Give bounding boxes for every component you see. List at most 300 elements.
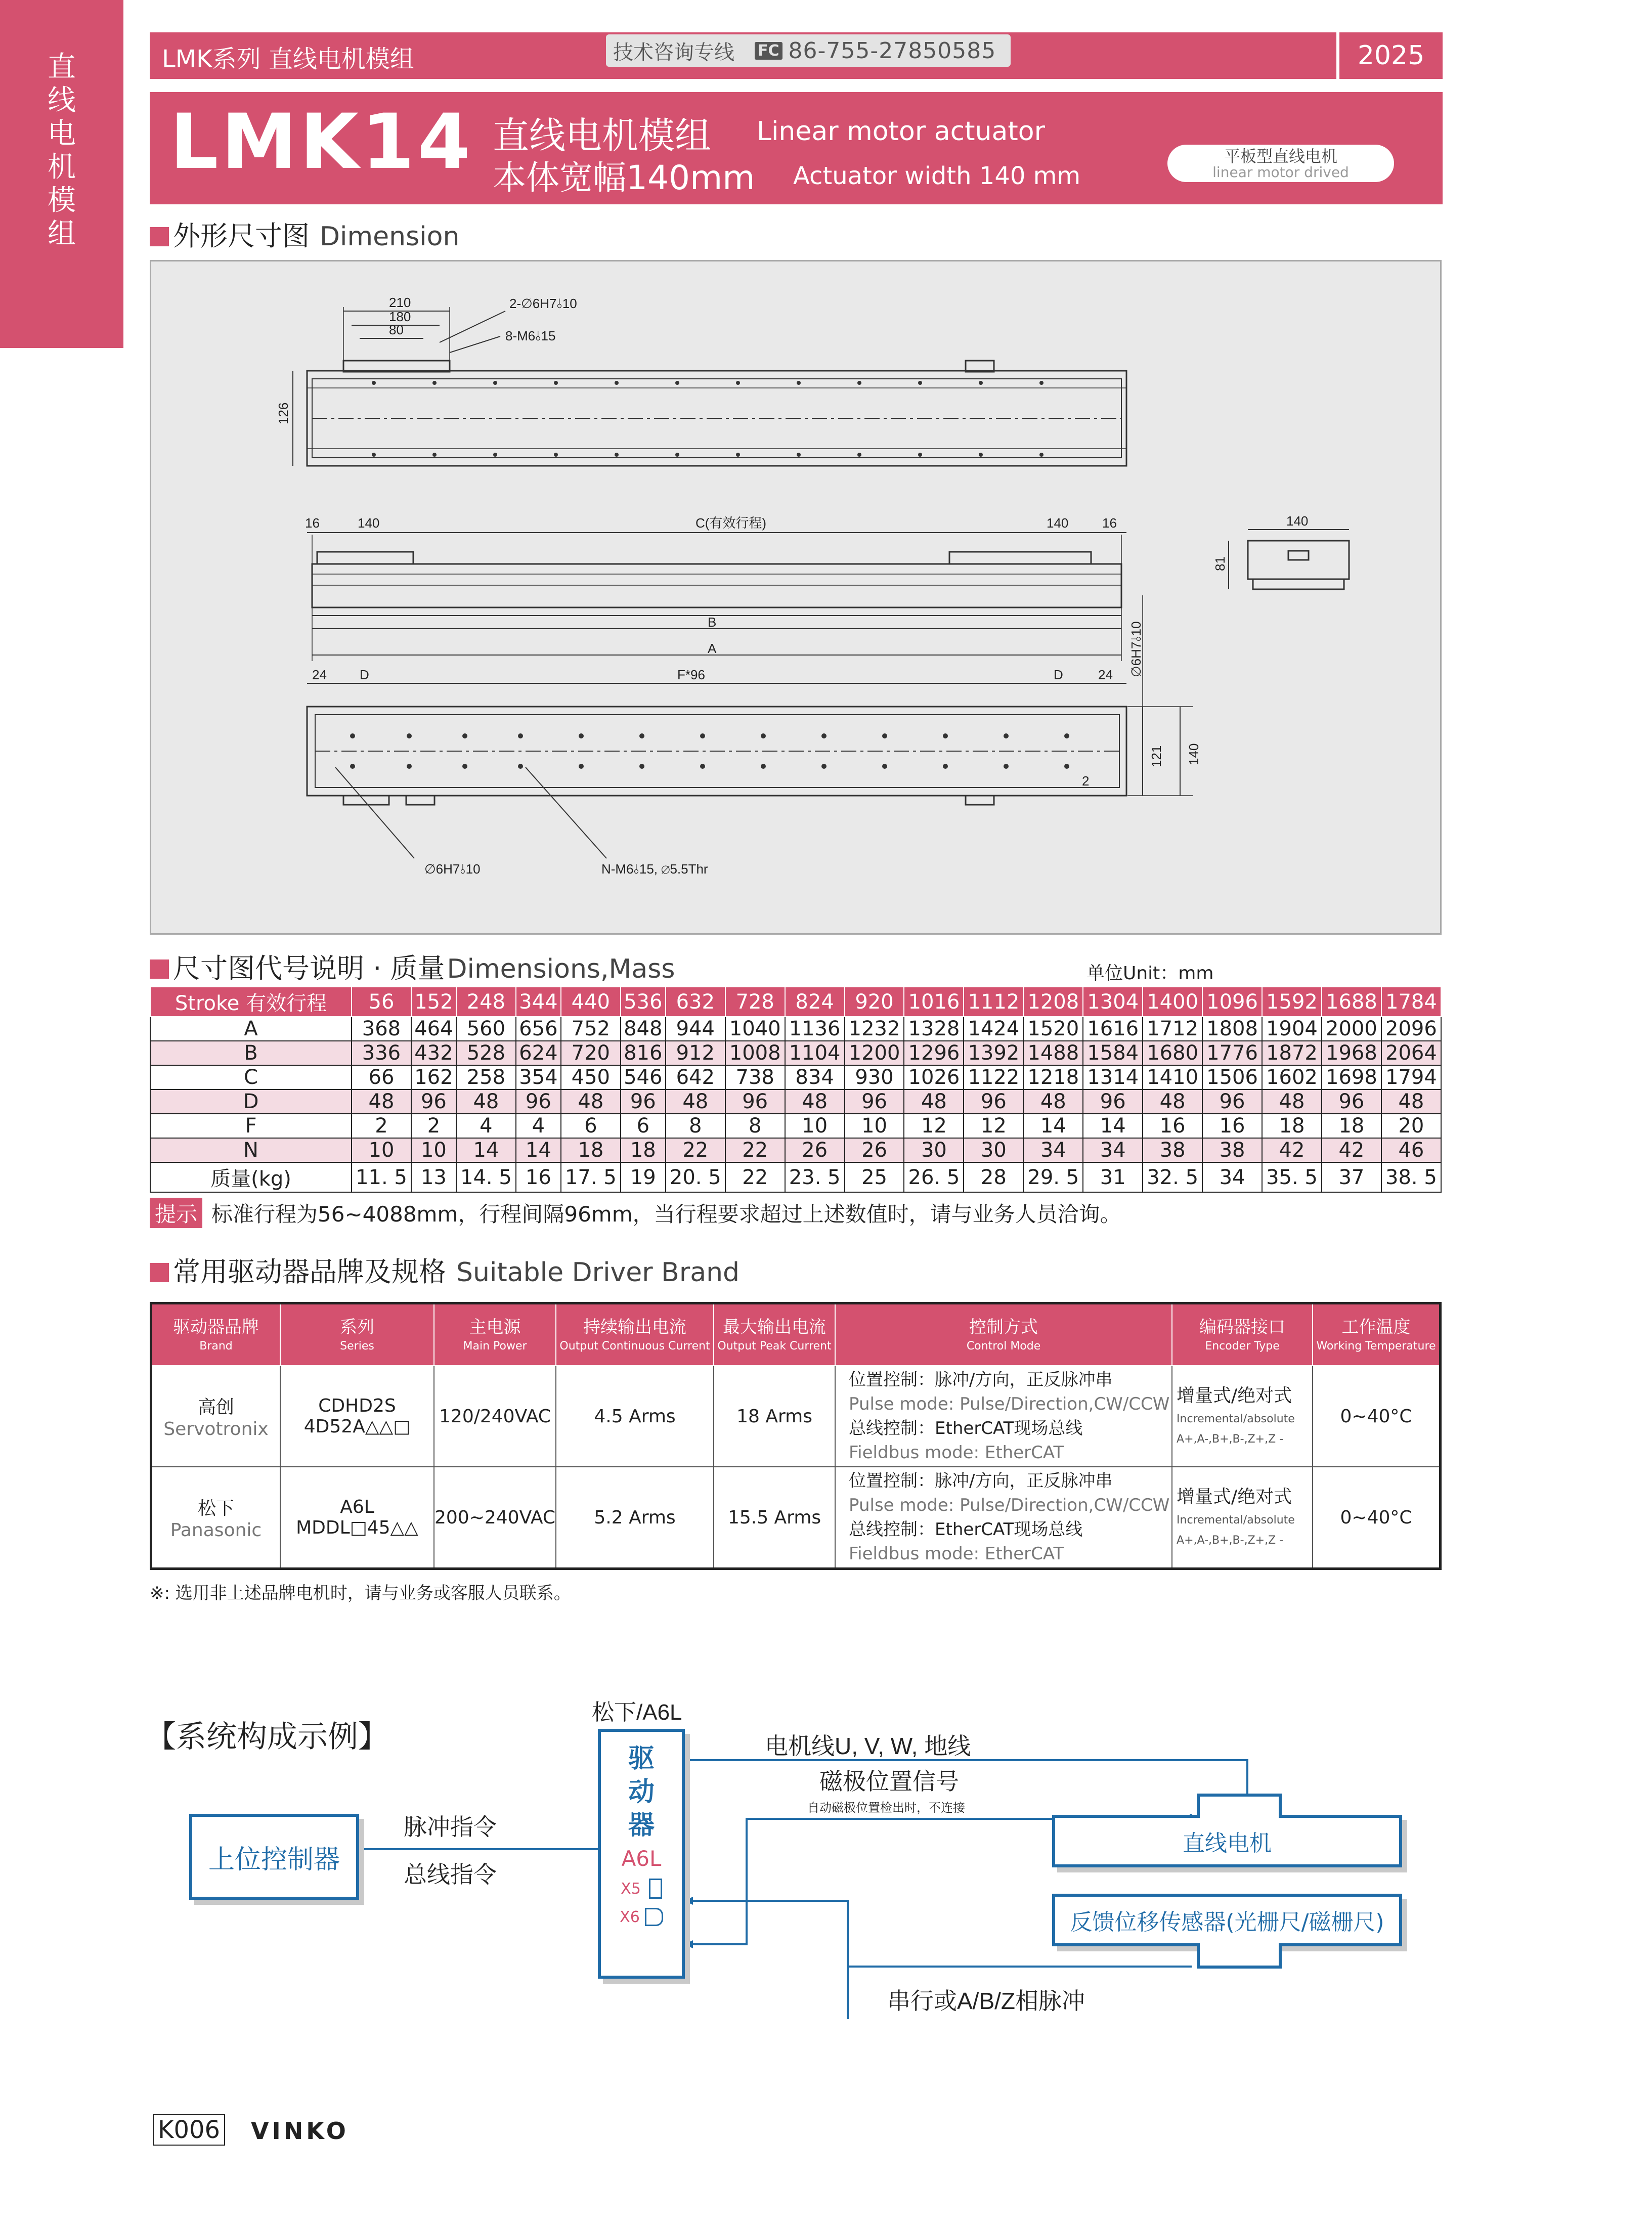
- dims-cell: 738: [725, 1065, 785, 1089]
- cont-current: 4.5 Arms: [556, 1366, 714, 1467]
- dims-cell: 720: [561, 1041, 621, 1065]
- dims-cell: 14: [456, 1138, 516, 1162]
- dim-16-right: 16: [1102, 515, 1117, 531]
- dims-cell: 22: [666, 1138, 725, 1162]
- driver-section-title: [150, 1250, 740, 1289]
- dim-c: C(有效行程): [695, 515, 767, 531]
- system-title: 【系统构成示例】: [146, 1719, 388, 1755]
- dims-cell: 26: [785, 1138, 845, 1162]
- dims-cell: 464: [411, 1017, 456, 1041]
- header-cont: 持续输出电流: [583, 1317, 687, 1337]
- dims-row: [150, 1138, 1441, 1162]
- dims-cell: 546: [621, 1065, 666, 1089]
- dims-cell: 25: [845, 1162, 904, 1192]
- dims-cell: 30: [904, 1138, 964, 1162]
- ctrl-line: 总线控制：EtherCAT现场总线: [849, 1519, 1083, 1540]
- dims-cell: 66: [352, 1065, 411, 1089]
- dims-cell: 432: [411, 1041, 456, 1065]
- header-series: 系列: [340, 1317, 374, 1337]
- feedback-sensor-box: 反馈位移传感器(光栅尺/磁栅尺): [1052, 1894, 1402, 1946]
- dims-cell: 17. 5: [561, 1162, 621, 1192]
- stroke-cell: 440: [561, 987, 621, 1017]
- driver-model: A6L: [621, 1846, 662, 1871]
- dims-cell: 528: [456, 1041, 516, 1065]
- dim-140-right: 140: [1047, 515, 1069, 531]
- contact-label: 技术咨询专线: [613, 40, 734, 64]
- enc-line: Incremental/absolute: [1177, 1413, 1295, 1425]
- dims-cell: 46: [1381, 1138, 1441, 1162]
- footer-brand: VINKO: [251, 2117, 349, 2145]
- driver-char: 动: [628, 1777, 655, 1807]
- tip-badge: 提示: [150, 1198, 202, 1228]
- dim-126: 126: [276, 402, 291, 424]
- header-cont-en: Output Continuous Current: [559, 1340, 710, 1353]
- side-tab-char: 模: [48, 184, 76, 217]
- linear-motor-box: 直线电机: [1052, 1815, 1402, 1867]
- dims-title-en: Dimensions,Mass: [447, 954, 675, 984]
- section-marker: [150, 1263, 169, 1282]
- dim-180: 180: [389, 309, 411, 324]
- dims-row: [150, 1065, 1441, 1089]
- motor-type-badge: [1167, 145, 1394, 182]
- dims-header-row: [150, 987, 1441, 1017]
- dims-cell: 22: [725, 1162, 785, 1192]
- driver-row: [151, 1366, 1441, 1467]
- dims-row-label: B: [150, 1041, 352, 1065]
- dims-cell: 642: [666, 1065, 725, 1089]
- dims-cell: 848: [621, 1017, 666, 1041]
- dims-cell: 2064: [1381, 1041, 1441, 1065]
- upper-controller: 上位控制器: [189, 1814, 359, 1900]
- x6-port: [620, 1908, 663, 1926]
- fax-icon: FC: [755, 42, 782, 60]
- header-series-en: Series: [340, 1340, 374, 1353]
- motor-type-cn: 平板型直线电机: [1224, 147, 1337, 166]
- dims-cell: 1218: [1023, 1065, 1083, 1089]
- callout-dowel-right: ∅6H7⫰10: [1128, 621, 1144, 677]
- dims-title-cn: 尺寸图代号说明 · 质量: [173, 952, 445, 984]
- dims-row-label: N: [150, 1138, 352, 1162]
- width-en: Actuator width 140 mm: [793, 162, 1081, 190]
- dim-210: 210: [389, 295, 411, 310]
- dims-row: [150, 1041, 1441, 1065]
- working-temp: 0~40°C: [1313, 1467, 1440, 1569]
- dims-cell: 18: [1322, 1114, 1381, 1138]
- dims-cell: 38: [1143, 1138, 1202, 1162]
- dims-cell: 26: [845, 1138, 904, 1162]
- dims-cell: 14: [1083, 1114, 1143, 1138]
- x5-connector-icon: [649, 1879, 662, 1899]
- driver-title-en: Suitable Driver Brand: [456, 1257, 740, 1288]
- dims-cell: 96: [1202, 1089, 1262, 1114]
- dims-cell: 10: [785, 1114, 845, 1138]
- stroke-cell: 1304: [1083, 987, 1143, 1017]
- dims-cell: 48: [1023, 1089, 1083, 1114]
- motor-type-en: linear motor drived: [1212, 164, 1349, 181]
- dims-cell: 6: [621, 1114, 666, 1138]
- dim-f96: F*96: [677, 667, 705, 682]
- dims-cell: 1698: [1322, 1065, 1381, 1089]
- dim-140: 140: [1186, 743, 1201, 765]
- header-peak-en: Output Peak Current: [717, 1340, 832, 1353]
- dims-cell: 1584: [1083, 1041, 1143, 1065]
- enc-line: Incremental/absolute: [1177, 1514, 1295, 1526]
- driver-header-row: [151, 1303, 1441, 1366]
- ctrl-line: Fieldbus mode: EtherCAT: [849, 1544, 1064, 1564]
- driver-table: [150, 1302, 1442, 1570]
- dims-cell: 18: [1262, 1114, 1322, 1138]
- header-peak: 最大输出电流: [723, 1317, 827, 1337]
- dims-cell: 26. 5: [904, 1162, 964, 1192]
- dim-24-left: 24: [312, 667, 327, 682]
- dims-cell: 258: [456, 1065, 516, 1089]
- dims-cell: 1026: [904, 1065, 964, 1089]
- dim-140-left: 140: [358, 515, 380, 531]
- dims-cell: 2000: [1322, 1017, 1381, 1041]
- dims-cell: 1040: [725, 1017, 785, 1041]
- dims-cell: 29. 5: [1023, 1162, 1083, 1192]
- dims-cell: 96: [845, 1089, 904, 1114]
- dims-cell: 16: [1143, 1114, 1202, 1138]
- header-temp: 工作温度: [1341, 1317, 1411, 1337]
- dims-cell: 834: [785, 1065, 845, 1089]
- dims-row-label: C: [150, 1065, 352, 1089]
- dims-row-label: F: [150, 1114, 352, 1138]
- section-marker: [150, 227, 169, 246]
- dims-cell: 48: [785, 1089, 845, 1114]
- stroke-cell: 152: [411, 987, 456, 1017]
- driver-char: 器: [628, 1810, 655, 1841]
- dimensions-table: [150, 986, 1442, 1193]
- stroke-cell: 1096: [1202, 987, 1262, 1017]
- main-power: 120/240VAC: [434, 1366, 556, 1467]
- pole-signal-label: 磁极位置信号: [819, 1768, 959, 1795]
- dims-cell: 912: [666, 1041, 725, 1065]
- stroke-cell: 728: [725, 987, 785, 1017]
- series-1: A6L: [340, 1497, 374, 1517]
- header-encoder: 编码器接口: [1199, 1317, 1286, 1337]
- product-banner: [150, 92, 1443, 204]
- dims-cell: 42: [1262, 1138, 1322, 1162]
- label-2: 2: [1082, 773, 1090, 789]
- dims-cell: 1410: [1143, 1065, 1202, 1089]
- side-tab-char: 电: [48, 117, 76, 150]
- dims-cell: 10: [352, 1138, 411, 1162]
- stroke-cell: 56: [352, 987, 411, 1017]
- side-view-body: [312, 564, 1121, 607]
- stroke-cell: 824: [785, 987, 845, 1017]
- title-cn: 直线电机模组: [493, 114, 712, 157]
- tip-text: 标准行程为56~4088mm，行程间隔96mm，当行程要求超过上述数值时，请与业务人员洽询。: [211, 1202, 1121, 1227]
- series-2: 4D52A△△□: [303, 1416, 411, 1437]
- side-tab: [0, 0, 123, 348]
- dims-cell: 1506: [1202, 1065, 1262, 1089]
- control-mode: [835, 1366, 1172, 1467]
- dims-row-label: D: [150, 1089, 352, 1114]
- dims-cell: 1136: [785, 1017, 845, 1041]
- dims-cell: 4: [456, 1114, 516, 1138]
- dims-cell: 1872: [1262, 1041, 1322, 1065]
- dims-section-title: [150, 947, 675, 986]
- series-2: MDDL□45△△: [296, 1517, 418, 1538]
- ctrl-line: 总线控制：EtherCAT现场总线: [849, 1418, 1083, 1438]
- end-dim-81: 81: [1212, 556, 1228, 571]
- stroke-cell: 1400: [1143, 987, 1202, 1017]
- x6-connector-icon: [645, 1908, 663, 1926]
- stroke-cell: 1112: [964, 987, 1023, 1017]
- peak-current: 18 Arms: [714, 1366, 835, 1467]
- dimension-title-en: Dimension: [320, 222, 460, 252]
- dims-cell: 32. 5: [1143, 1162, 1202, 1192]
- dims-row-label: 质量(kg): [150, 1162, 352, 1192]
- header-ctrl-en: Control Mode: [966, 1340, 1041, 1353]
- section-marker: [150, 959, 169, 979]
- dims-cell: 96: [1322, 1089, 1381, 1114]
- brand-en: Servotronix: [163, 1419, 269, 1439]
- dims-cell: 1968: [1322, 1041, 1381, 1065]
- serial-label: 串行或A/B/Z相脉冲: [887, 1988, 1085, 2014]
- dim-121: 121: [1149, 745, 1164, 767]
- dims-cell: 10: [845, 1114, 904, 1138]
- control-mode: [835, 1467, 1172, 1569]
- dims-cell: 1776: [1202, 1041, 1262, 1065]
- dims-cell: 48: [561, 1089, 621, 1114]
- dims-cell: 6: [561, 1114, 621, 1138]
- dims-cell: 38. 5: [1381, 1162, 1441, 1192]
- dims-cell: 930: [845, 1065, 904, 1089]
- brand-en: Panasonic: [170, 1520, 262, 1541]
- dims-cell: 34: [1083, 1138, 1143, 1162]
- dims-cell: 14: [1023, 1114, 1083, 1138]
- driver-note: ※: 选用非上述品牌电机时，请与业务或客服人员联系。: [150, 1583, 571, 1603]
- stroke-tip: [150, 1198, 1121, 1228]
- stroke-cell: 920: [845, 987, 904, 1017]
- dim-80: 80: [389, 322, 404, 337]
- dim-d-right: D: [1054, 667, 1063, 682]
- dims-cell: 96: [411, 1089, 456, 1114]
- dims-cell: 1328: [904, 1017, 964, 1041]
- dims-cell: 336: [352, 1041, 411, 1065]
- dims-cell: 816: [621, 1041, 666, 1065]
- pole-signal-note: 自动磁极位置检出时，不连接: [807, 1801, 965, 1815]
- brand-cn: 高创: [197, 1397, 234, 1418]
- driver-row: [151, 1467, 1441, 1569]
- driver-brand-label: 松下/A6L: [592, 1700, 682, 1725]
- series-title: LMK系列 直线电机模组: [162, 45, 414, 73]
- dims-cell: 48: [1143, 1089, 1202, 1114]
- brand-cn: 松下: [197, 1498, 234, 1519]
- callout-tapped-bottom: N-M6⫰15, ∅5.5Thr: [601, 861, 708, 877]
- dims-cell: 28: [964, 1162, 1023, 1192]
- dims-cell: 37: [1322, 1162, 1381, 1192]
- dimension-section-title: [150, 214, 459, 253]
- dims-cell: 1616: [1083, 1017, 1143, 1041]
- dims-cell: 48: [352, 1089, 411, 1114]
- main-power: 200~240VAC: [434, 1467, 556, 1569]
- dims-cell: 1200: [845, 1041, 904, 1065]
- peak-current: 15.5 Arms: [714, 1467, 835, 1569]
- dims-cell: 1424: [964, 1017, 1023, 1041]
- dims-cell: 48: [1262, 1089, 1322, 1114]
- dims-cell: 2: [352, 1114, 411, 1138]
- stroke-cell: 248: [456, 987, 516, 1017]
- ctrl-line: 位置控制：脉冲/方向，正反脉冲串: [849, 1471, 1113, 1491]
- side-tab-char: 组: [48, 217, 76, 250]
- dim-d-left: D: [360, 667, 369, 682]
- stroke-cell: 1208: [1023, 987, 1083, 1017]
- dims-cell: 1488: [1023, 1041, 1083, 1065]
- dims-cell: 354: [516, 1065, 561, 1089]
- dims-cell: 624: [516, 1041, 561, 1065]
- dims-cell: 1392: [964, 1041, 1023, 1065]
- dims-cell: 752: [561, 1017, 621, 1041]
- dim-b: B: [708, 615, 717, 630]
- dim-16-left: 16: [305, 515, 320, 531]
- dims-cell: 12: [964, 1114, 1023, 1138]
- dims-cell: 48: [904, 1089, 964, 1114]
- dims-cell: 35. 5: [1262, 1162, 1322, 1192]
- dims-cell: 368: [352, 1017, 411, 1041]
- dims-cell: 1314: [1083, 1065, 1143, 1089]
- pulse-command: 脉冲指令: [404, 1814, 497, 1840]
- dims-cell: 1232: [845, 1017, 904, 1041]
- stroke-cell: 344: [516, 987, 561, 1017]
- dims-cell: 96: [516, 1089, 561, 1114]
- dimension-title-cn: 外形尺寸图: [173, 220, 310, 252]
- dims-cell: 11. 5: [352, 1162, 411, 1192]
- width-cn: 本体宽幅140mm: [493, 158, 755, 197]
- encoder-type: [1172, 1467, 1313, 1569]
- dims-cell: 1296: [904, 1041, 964, 1065]
- dims-cell: 34: [1023, 1138, 1083, 1162]
- dims-cell: 14. 5: [456, 1162, 516, 1192]
- dims-cell: 1712: [1143, 1017, 1202, 1041]
- dims-cell: 1008: [725, 1041, 785, 1065]
- dims-cell: 2096: [1381, 1017, 1441, 1041]
- dims-cell: 23. 5: [785, 1162, 845, 1192]
- dims-cell: 10: [411, 1138, 456, 1162]
- dims-cell: 34: [1202, 1162, 1262, 1192]
- dims-cell: 1520: [1023, 1017, 1083, 1041]
- dims-cell: 42: [1322, 1138, 1381, 1162]
- dims-cell: 2: [411, 1114, 456, 1138]
- dims-cell: 656: [516, 1017, 561, 1041]
- header-brand-en: Brand: [199, 1340, 233, 1353]
- dims-cell: 1104: [785, 1041, 845, 1065]
- motor-line-label: 电机线U, V, W, 地线: [765, 1733, 971, 1759]
- encoder-type: [1172, 1366, 1313, 1467]
- enc-line: 增量式/绝对式: [1177, 1385, 1292, 1406]
- dims-cell: 48: [456, 1089, 516, 1114]
- dims-cell: 13: [411, 1162, 456, 1192]
- dims-cell: 48: [1381, 1089, 1441, 1114]
- motor-slider: [1197, 1794, 1282, 1818]
- top-bar: [150, 32, 1443, 79]
- dims-cell: 1602: [1262, 1065, 1322, 1089]
- stroke-cell: 1688: [1322, 987, 1381, 1017]
- header-ctrl: 控制方式: [969, 1317, 1038, 1337]
- x6-label: X6: [620, 1908, 640, 1926]
- contact-box: [606, 34, 1011, 67]
- dims-cell: 16: [516, 1162, 561, 1192]
- dims-cell: 1904: [1262, 1017, 1322, 1041]
- dims-row: [150, 1114, 1441, 1138]
- header-power: 主电源: [469, 1317, 521, 1337]
- stroke-cell: 632: [666, 987, 725, 1017]
- dims-cell: 1680: [1143, 1041, 1202, 1065]
- title-en: Linear motor actuator: [757, 116, 1045, 147]
- dims-cell: 1122: [964, 1065, 1023, 1089]
- dims-row: [150, 1162, 1441, 1192]
- dims-cell: 18: [561, 1138, 621, 1162]
- contact-phone: 86-755-27850585: [788, 37, 996, 64]
- enc-line: 增量式/绝对式: [1177, 1487, 1292, 1507]
- dims-cell: 96: [1083, 1089, 1143, 1114]
- dims-cell: 48: [666, 1089, 725, 1114]
- ctrl-line: Fieldbus mode: EtherCAT: [849, 1443, 1064, 1463]
- dims-cell: 944: [666, 1017, 725, 1041]
- stroke-cell: 1016: [904, 987, 964, 1017]
- stroke-cell: 1592: [1262, 987, 1322, 1017]
- dims-cell: 96: [725, 1089, 785, 1114]
- cont-current: 5.2 Arms: [556, 1467, 714, 1569]
- x5-port: [621, 1879, 662, 1899]
- dims-cell: 8: [666, 1114, 725, 1138]
- header-power-en: Main Power: [463, 1340, 527, 1353]
- dims-cell: 38: [1202, 1138, 1262, 1162]
- dims-cell: 30: [964, 1138, 1023, 1162]
- enc-line: A+,A-,B+,B-,Z+,Z -: [1177, 1534, 1284, 1547]
- side-tab-char: 线: [48, 84, 76, 117]
- header-brand: 驱动器品牌: [173, 1317, 259, 1337]
- dims-cell: 16: [1202, 1114, 1262, 1138]
- dims-cell: 14: [516, 1138, 561, 1162]
- side-tab-char: 机: [48, 151, 76, 184]
- callout-tapped: 8-M6⫰15: [505, 328, 556, 343]
- ctrl-line: 位置控制：脉冲/方向，正反脉冲串: [849, 1370, 1113, 1390]
- dims-cell: 1808: [1202, 1017, 1262, 1041]
- dims-cell: 162: [411, 1065, 456, 1089]
- dims-cell: 8: [725, 1114, 785, 1138]
- dims-row-label: A: [150, 1017, 352, 1041]
- dims-row: [150, 1017, 1441, 1041]
- dims-cell: 22: [725, 1138, 785, 1162]
- dims-cell: 96: [621, 1089, 666, 1114]
- dim-24-right: 24: [1098, 667, 1113, 682]
- driver-title-cn: 常用驱动器品牌及规格: [173, 1256, 446, 1288]
- ctrl-line: Pulse mode: Pulse/Direction,CW/CCW: [849, 1495, 1170, 1515]
- callout-dowel: 2-∅6H7⫰10: [509, 296, 577, 311]
- callout-dowel-bottom: ∅6H7⫰10: [424, 861, 481, 877]
- bus-command: 总线指令: [404, 1861, 497, 1888]
- stroke-cell: 1784: [1381, 987, 1441, 1017]
- dims-cell: 1794: [1381, 1065, 1441, 1089]
- header-encoder-en: Encoder Type: [1205, 1340, 1280, 1353]
- sensor-reader: [1197, 1943, 1282, 1969]
- driver-char: 驱: [628, 1743, 655, 1774]
- dims-row: [150, 1089, 1441, 1114]
- dims-cell: 20: [1381, 1114, 1441, 1138]
- side-tab-char: 直: [48, 51, 76, 83]
- dimension-drawing-svg: [151, 261, 1440, 933]
- year-label: 2025: [1336, 32, 1443, 79]
- dims-cell: 20. 5: [666, 1162, 725, 1192]
- working-temp: 0~40°C: [1313, 1366, 1440, 1467]
- stroke-header: Stroke 有效行程: [150, 987, 352, 1017]
- ctrl-line: Pulse mode: Pulse/Direction,CW/CCW: [849, 1394, 1170, 1414]
- dims-cell: 96: [964, 1089, 1023, 1114]
- stroke-cell: 536: [621, 987, 666, 1017]
